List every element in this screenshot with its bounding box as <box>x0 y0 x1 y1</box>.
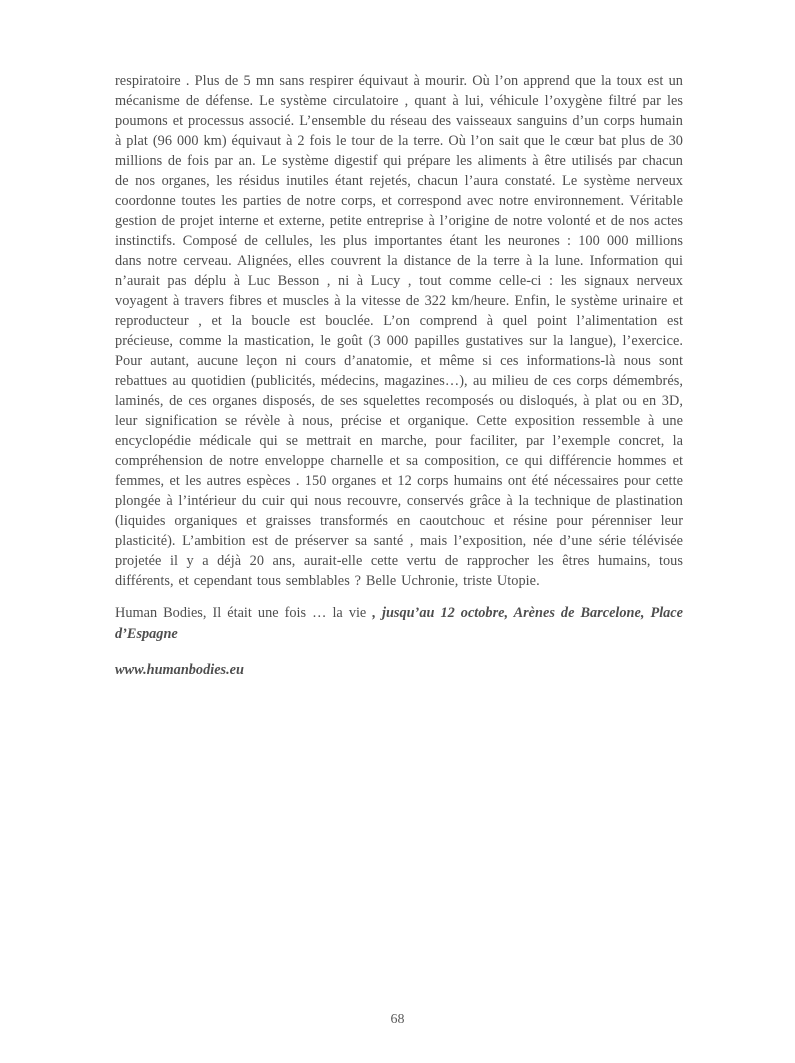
exhibition-info-line <box>115 603 683 645</box>
article-body-paragraph: respiratoire . Plus de 5 mn sans respirer équivaut à mourir. Où l’on apprend que la toux est un mécanisme de défense. Le système circulatoire , quant à lui, véhicule l’oxygène filtré par les poumons et processus associé. L’ensemble du réseau des vaisseaux sanguins d’un corps humain à plat (96 000 km) équivaut à 2 fois le tour de la terre. Où l’on sait que le cœur bat plus de 30 millions de fois par an. Le système digestif qui prépare les aliments à être utilisés par chacun de nos organes, les résidus inutiles étant rejetés, chacun l’aura constaté. Le système nerveux coordonne toutes les parties de notre corps, et correspond avec notre environnement. Véritable gestion de projet interne et externe, petite entreprise à l’origine de notre volonté et de nos actes instinctifs. Composé de cellules, les plus importantes étant les neurones : 100 000 millions dans notre cerveau. Alignées, elles couvrent la distance de la terre à la lune. Information qui n’aurait pas déplu à Luc Besson , ni à Lucy , tout comme celle-ci : les signaux nerveux voyagent à travers fibres et muscles à la vitesse de 322 km/heure. Enfin, le système urinaire et reproducteur , et la boucle est bouclée. L’on comprend à quel point l’alimentation est précieuse, comme la mastication, le goût (3 000 papilles gustatives sur la langue), l’exercice. Pour autant, aucune leçon ni cours d’anatomie, et même si ces informations-là nous sont rebattues au quotidien (publicités, médecins, magazines…), au milieu de ces corps démembrés, laminés, de ces organes disposés, de ses squelettes recomposés ou disloqués, à plat ou en 3D, leur signification se révèle à nous, précise et organique. Cette exposition ressemble à une encyclopédie médicale qui se mettrait en marche, pour faciliter, par l’exemple concret, la compréhension de notre enveloppe charnelle et sa composition, ce qui différencie hommes et femmes, et les autres espèces . 150 organes et 12 corps humains ont été nécessaires pour cette plongée à l’intérieur du cuir qui nous recouvre, conservés grâce à la technique de plastination (liquides organiques et graisses transformés en caoutchouc et résine pour pérenniser leur plasticité). L’ambition est de préserver sa santé , mais l’exposition, née d’une série télévisée projetée il y a déjà 20 ans, aurait-elle cette vertu de rapprocher les êtres humains, tous différents, et cependant tous semblables ? Belle Uchronie, triste Utopie. <box>115 73 683 589</box>
website-line <box>115 660 683 681</box>
page-number: 68 <box>390 1012 405 1027</box>
exhibition-details-text: , jusqu’au 12 octobre, Arènes de Barcelone, Place d’Espagne <box>115 605 684 642</box>
document-page <box>115 71 683 681</box>
exhibition-title-text: Human Bodies, Il était une fois … la vie <box>115 605 373 621</box>
website-url-link[interactable]: www.humanbodies.eu <box>115 662 244 678</box>
